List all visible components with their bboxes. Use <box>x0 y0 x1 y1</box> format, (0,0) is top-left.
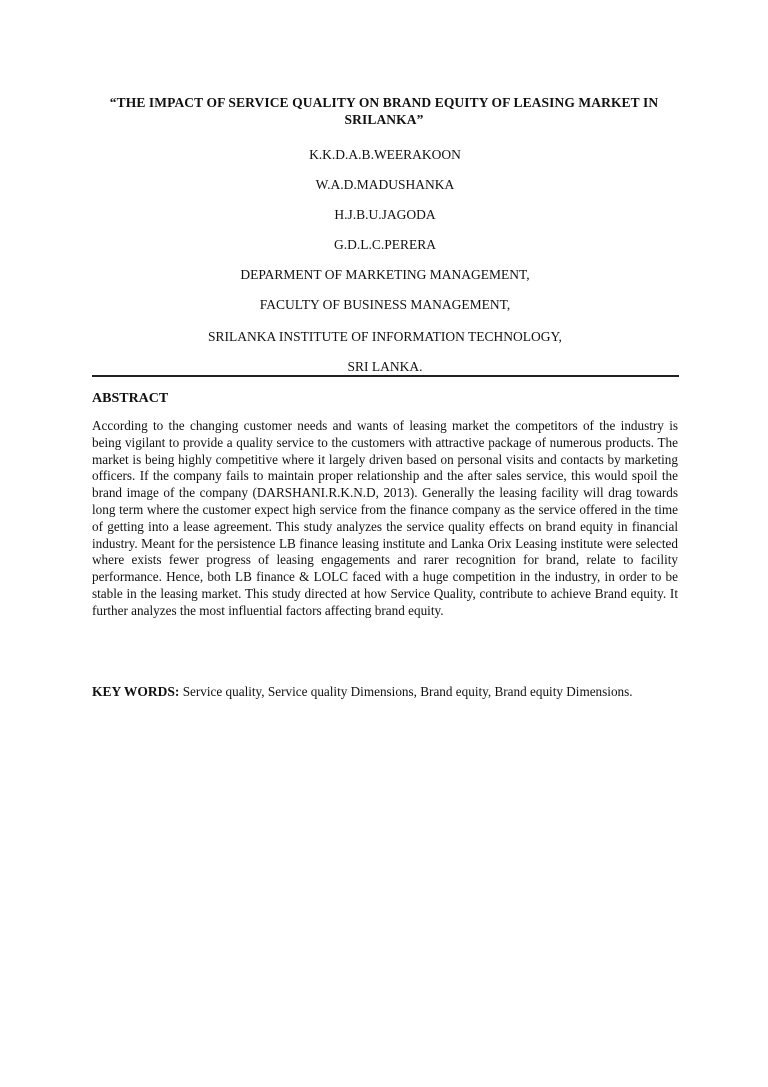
author-4: G.D.L.C.PERERA <box>333 237 436 252</box>
affiliation-country: SRI LANKA. <box>347 359 423 374</box>
section-divider <box>92 375 679 377</box>
paper-title: “THE IMPACT OF SERVICE QUALITY ON BRAND EQUITY OF LEASING MARKET IN SRILANKA” <box>109 95 659 127</box>
keywords-text: Service quality, Service quality Dimensions, Brand equity, Brand equity Dimensions. <box>179 684 633 699</box>
author-2: W.A.D.MADUSHANKA <box>315 177 455 192</box>
affiliation-department: DEPARMENT OF MARKETING MANAGEMENT, <box>240 267 530 282</box>
affiliation-institute: SRILANKA INSTITUTE OF INFORMATION TECHNOLOGY, <box>208 329 562 344</box>
keywords-label: KEY WORDS: <box>92 684 180 699</box>
abstract-body: According to the changing customer needs and wants of leasing market the competitors of the industry is being vigilant to provide a quality service to the customers with attractive package of numerous products. The market is being highly competitive where it largely driven based on personal visits and contacts by marketing officers. If the company fails to maintain proper relationship and the after sales service, this would spoil the brand image of the company (DARSHANI.R.K.N.D, 2013). Generally the leasing facility will drag towards long term where the customer expect high service from the finance company as the service offered in the time of getting into a lease agreement. This study analyzes the service quality effects on brand equity in financial industry. Meant for the persistence LB finance leasing institute and Lanka Orix Leasing institute were selected where exists fewer progress of leasing engagements and rarer recognition for brand, relate to facility performance. Hence, both LB finance & LOLC faced with a huge competition in the industry, in order to be stable in the leasing market. This study directed at how Service Quality, contribute to achieve Brand equity. It further analyzes the most influential factors affecting brand equity. <box>92 418 678 618</box>
keywords-paragraph <box>92 684 678 701</box>
author-1: K.K.D.A.B.WEERAKOON <box>309 147 461 162</box>
abstract-heading: ABSTRACT <box>92 391 169 406</box>
affiliation-faculty: FACULTY OF BUSINESS MANAGEMENT, <box>259 297 511 312</box>
author-3: H.J.B.U.JAGODA <box>334 207 436 222</box>
